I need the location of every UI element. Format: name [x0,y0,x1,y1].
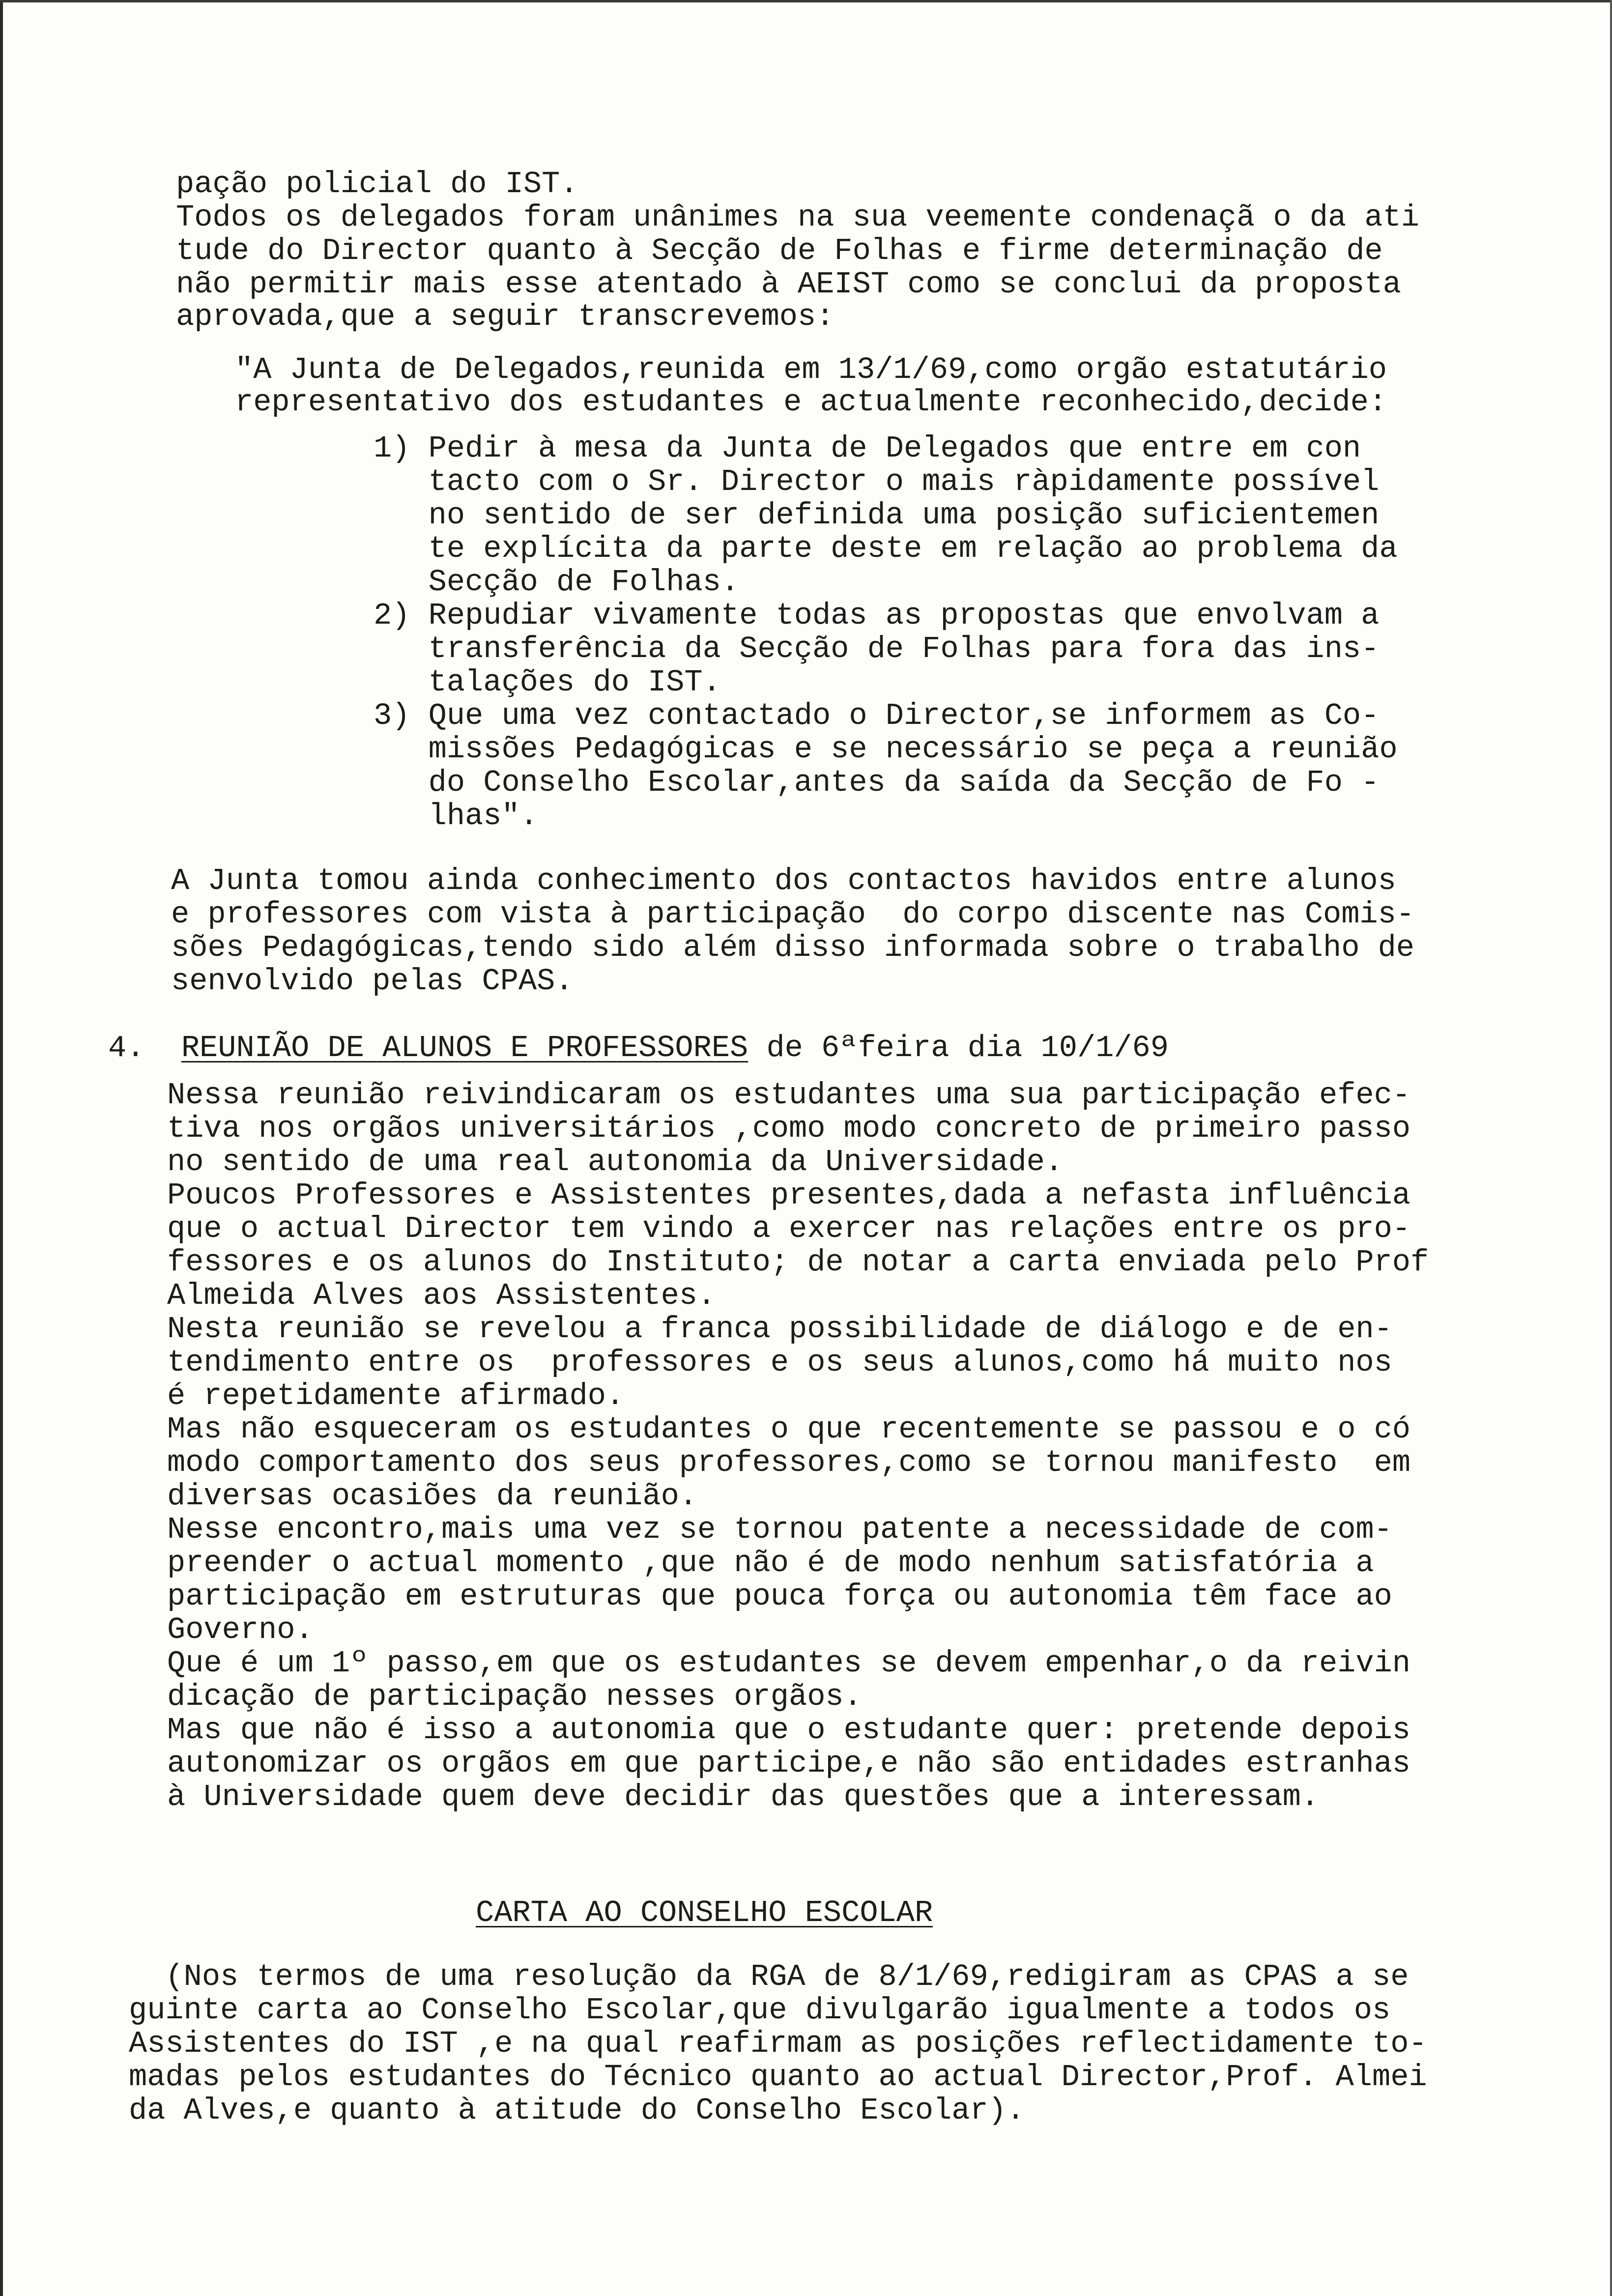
text-line: Nesta reunião se revelou a franca possibilidade de diálogo e de en- [167,1312,1392,1347]
text-line: Mas não esqueceram os estudantes o que recentemente se passou e o có [167,1412,1411,1447]
text-line: participação em estruturas que pouca força ou autonomia têm face ao [167,1579,1392,1614]
section-date: de 6ªfeira dia 10/1/69 [748,1031,1169,1065]
proposal-item-line: 2) Repudiar vivamente todas as propostas que envolvam a [374,598,1380,633]
proposal-item-line: lhas". [374,799,538,833]
text-line: Assistentes do IST ,e na qual reafirmam as posições reflectidamente to- [129,2026,1427,2061]
text-line: "A Junta de Delegados,reunida em 13/1/69,como orgão estatutário [235,352,1387,387]
proposal-item-line: no sentido de ser definida uma posição suficientemen [374,498,1380,533]
text-line: guinte carta ao Conselho Escolar,que divulgarão igualmente a todos os [129,1993,1391,2028]
text-line: A Junta tomou ainda conhecimento dos contactos havidos entre alunos [171,863,1396,898]
text-line: Que é um 1º passo,em que os estudantes se devem empenhar,o da reivin [167,1646,1411,1681]
text-line: e professores com vista à participação do corpo discente nas Comis- [171,897,1415,932]
text-line: não permitir mais esse atentado à AEIST como se conclui da proposta [176,267,1401,302]
text-line: diversas ocasiões da reunião. [167,1479,697,1514]
text-line: dicação de participação nesses orgãos. [167,1679,862,1714]
section-heading [108,1032,1169,1064]
proposal-item-line: 1) Pedir à mesa da Junta de Delegados que entre em con [374,431,1361,466]
carta-heading: CARTA AO CONSELHO ESCOLAR [476,1895,933,1930]
text-line: (Nos termos de uma resolução da RGA de 8/1/69,redigiram as CPAS a se [129,1959,1409,1994]
text-line: madas pelos estudantes do Técnico quanto ao actual Director,Prof. Almei [129,2060,1427,2095]
text-line: Poucos Professores e Assistentes presentes,dada a nefasta influência [167,1178,1411,1213]
text-line: Nesse encontro,mais uma vez se tornou patente a necessidade de com- [167,1512,1392,1547]
text-line: da Alves,e quanto à atitude do Conselho Escolar). [129,2093,1025,2128]
proposal-item-line: talações do IST. [374,665,721,700]
section-number: 4. [108,1031,145,1065]
text-line: Almeida Alves aos Assistentes. [167,1278,716,1313]
text-line: fessores e os alunos do Instituto; de notar a carta enviada pelo Prof [167,1245,1429,1280]
text-line: sões Pedagógicas,tendo sido além disso informada sobre o trabalho de [171,930,1415,965]
text-line: aprovada,que a seguir transcrevemos: [176,299,835,334]
text-line: tiva nos orgãos universitários ,como modo concreto de primeiro passo [167,1111,1411,1146]
proposal-item-line: missões Pedagógicas e se necessário se peça a reunião [374,732,1398,767]
text-line: Todos os delegados foram unânimes na sua veemente condenaçã o da ati [176,200,1420,235]
proposal-item-line: Secção de Folhas. [374,565,740,600]
text-line: pação policial do IST. [176,167,578,201]
text-line: autonomizar os orgãos em que participe,e não são entidades estranhas [167,1746,1411,1781]
text-line: à Universidade quem deve decidir das questões que a interessam. [167,1779,1319,1814]
text-line: preender o actual momento ,que não é de modo nenhum satisfatória a [167,1546,1374,1580]
proposal-item-line: transferência da Secção de Folhas para fora das ins- [374,631,1380,666]
text-line: modo comportamento dos seus professores,como se tornou manifesto em [167,1445,1411,1480]
text-line: que o actual Director tem vindo a exercer nas relações entre os pro- [167,1211,1411,1246]
proposal-item-line: do Conselho Escolar,antes da saída da Secção de Fo - [374,765,1380,800]
text-line: Nessa reunião reivindicaram os estudantes uma sua participação efec- [167,1078,1411,1113]
proposal-item-line: 3) Que uma vez contactado o Director,se informem as Co- [374,698,1380,733]
text-line: tendimento entre os professores e os seus alunos,como há muito nos [167,1345,1392,1380]
text-line: no sentido de uma real autonomia da Universidade. [167,1145,1064,1179]
text-line: Governo. [167,1612,314,1647]
proposal-item-line: te explícita da parte deste em relação ao problema da [374,531,1398,566]
section-title: REUNIÃO DE ALUNOS E PROFESSORES [181,1031,748,1065]
text-line: senvolvido pelas CPAS. [171,964,574,999]
text-line: tude do Director quanto à Secção de Folhas e firme determinação de [176,233,1383,268]
proposal-item-line: tacto com o Sr. Director o mais ràpidamente possível [374,464,1380,499]
text-line: representativo dos estudantes e actualmente reconhecido,decide: [235,385,1387,420]
text-line: Mas que não é isso a autonomia que o estudante quer: pretende depois [167,1713,1411,1748]
text-line: é repetidamente afirmado. [167,1378,625,1413]
